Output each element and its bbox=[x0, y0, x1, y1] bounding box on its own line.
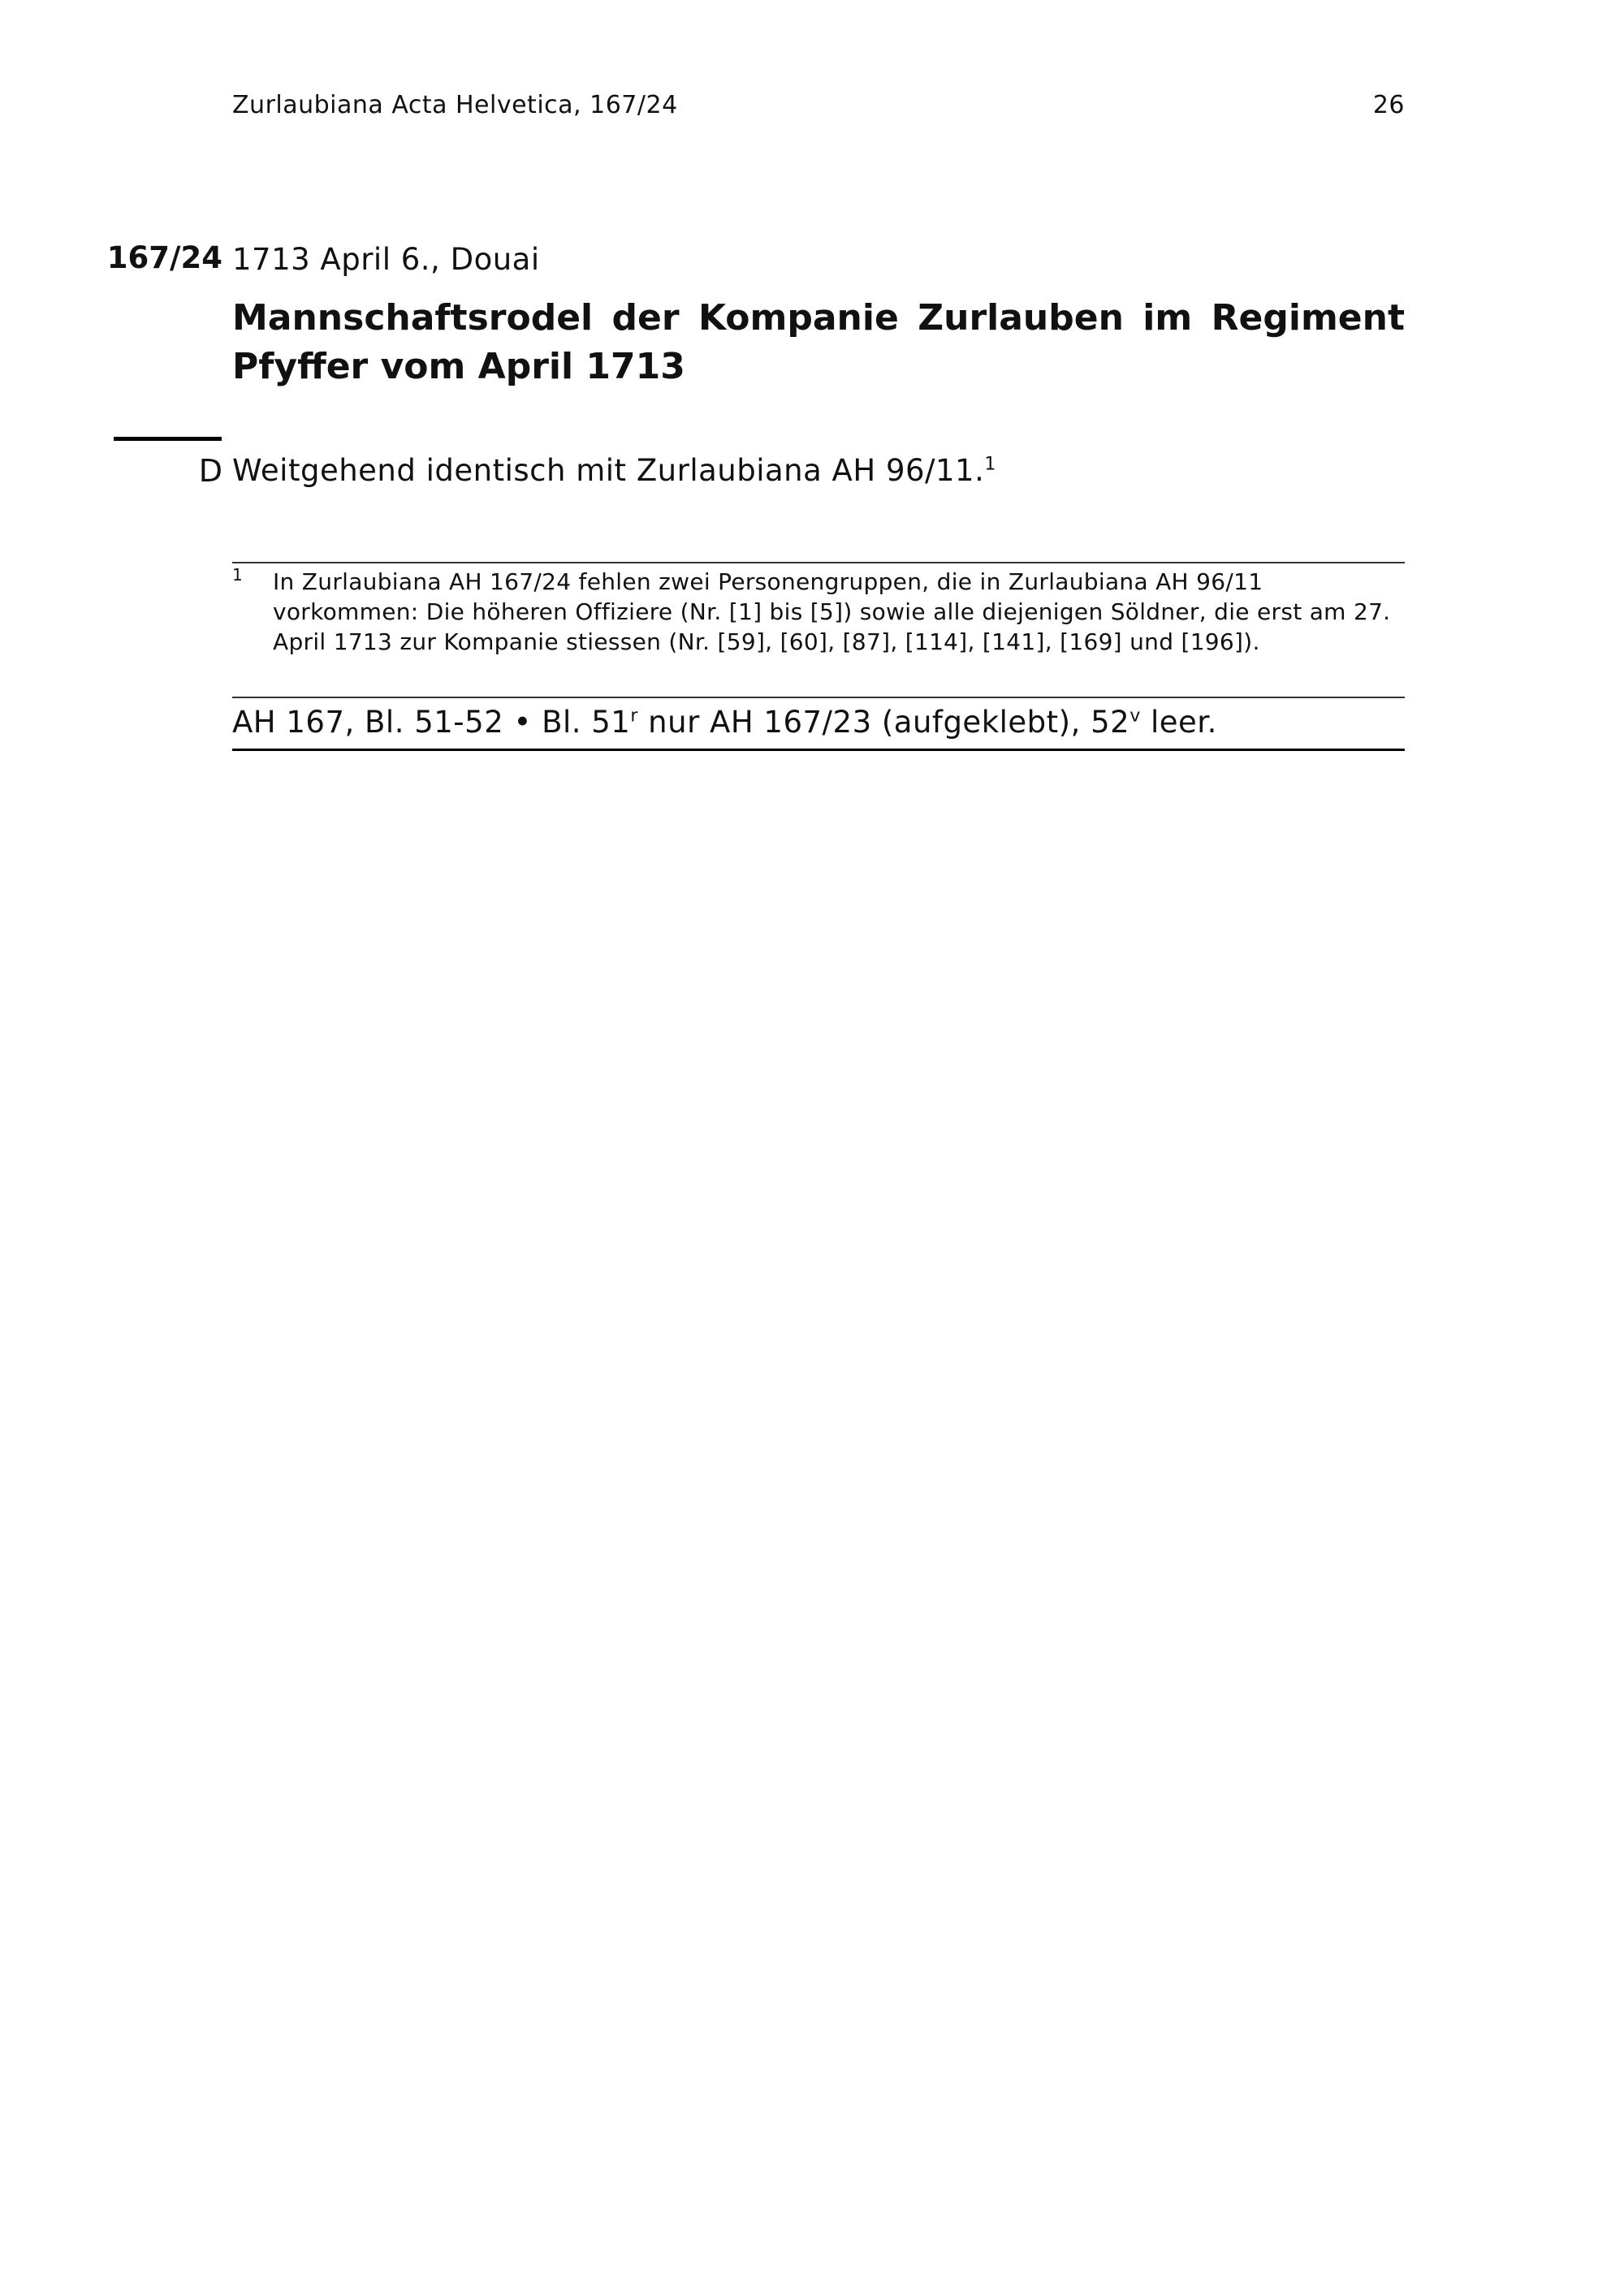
footnote bbox=[232, 567, 1405, 657]
date-place: 1713 April 6., Douai bbox=[232, 242, 540, 277]
source-rule bbox=[232, 749, 1405, 751]
source-sup-recto: r bbox=[630, 706, 638, 727]
margin-rule bbox=[114, 437, 222, 441]
page-number: 26 bbox=[1372, 91, 1405, 119]
footnote-text: In Zurlaubiana AH 167/24 fehlen zwei Personengruppen, die in Zurlaubiana AH 96/11 vorkommen: Die höheren Offiziere (Nr. [1] bis [5]) sowie alle diejenigen Söldner, die erst am 27. April 1713 zur Kompanie stiessen (Nr. [59], [60], [87], [114], [141], [169] und [196]). bbox=[273, 568, 1391, 655]
footnote-rule-bottom bbox=[232, 697, 1405, 698]
footnote-rule-top bbox=[232, 562, 1405, 563]
document-title: Mannschaftsrodel der Kompanie Zurlauben im Regiment Pfyffer vom April 1713 bbox=[232, 297, 1405, 387]
footnote-reference[interactable]: 1 bbox=[984, 454, 996, 475]
source-part-1: AH 167, Bl. 51-52 • Bl. 51 bbox=[232, 705, 631, 740]
source-part-2: nur AH 167/23 (aufgeklebt), 52 bbox=[637, 705, 1130, 740]
source-part-3: leer. bbox=[1140, 705, 1217, 740]
running-head-title: Zurlaubiana Acta Helvetica, 167/24 bbox=[232, 91, 678, 119]
source-line bbox=[232, 705, 1217, 740]
document-number: 167/24 bbox=[106, 240, 222, 275]
footnote-mark: 1 bbox=[232, 565, 244, 585]
d-sigle: D bbox=[198, 453, 222, 489]
running-head bbox=[232, 91, 1405, 132]
d-description-text: Weitgehend identisch mit Zurlaubiana AH 96/11. bbox=[232, 453, 985, 488]
d-description bbox=[232, 453, 996, 488]
source-sup-verso: v bbox=[1129, 706, 1141, 727]
